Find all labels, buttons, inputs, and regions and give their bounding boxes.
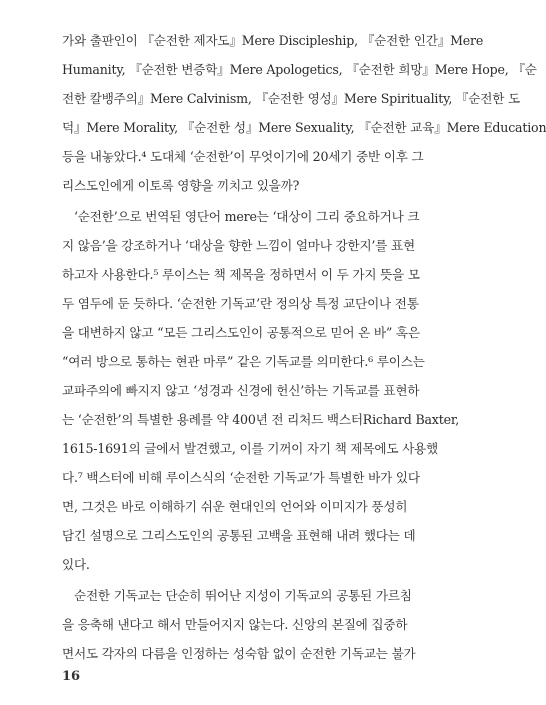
- text-line: 는 ‘순전한’의 특별한 용례를 약 400년 전 리처드 백스터Richard Baxter,: [62, 412, 460, 427]
- text-line: 지 않음’을 강조하거나 ‘대상을 향한 느낌이 얼마나 강한지’를 표현: [62, 238, 415, 253]
- text-line: 가와 출판인이 『순전한 제자도』Mere Discipleship, 『순전한 인간』Mere: [62, 33, 484, 48]
- text-line: 하고자 사용한다.⁵ 루이스는 책 제목을 정하면서 이 두 가지 뜻을 모: [62, 267, 420, 282]
- text-line: 리스도인에게 이토록 영향을 끼치고 있을까?: [62, 178, 300, 193]
- text-line: 등을 내놓았다.⁴ 도대체 ‘순전한’이 무엇이기에 20세기 중반 이후 그: [62, 149, 424, 164]
- text-line: 덕』Mere Morality, 『순전한 성』Mere Sexuality, 『순전한 교육』Mere Education: [62, 120, 546, 135]
- text-line: 담긴 설명으로 그리스도인의 공통된 고백을 표현해 내려 했다는 데: [62, 528, 416, 543]
- paragraph-first-line: ‘순전한’으로 번역된 영단어 mere는 ‘대상이 그리 중요하거나 크: [74, 209, 420, 224]
- text-line: 전한 칼뱅주의』Mere Calvinism, 『순전한 영성』Mere Spirituality, 『순전한 도: [62, 91, 520, 106]
- text-line: 있다.: [62, 557, 90, 572]
- text-line: 1615-1691의 글에서 발견했고, 이를 기꺼이 자기 책 제목에도 사용했: [62, 441, 438, 456]
- text-line: 두 염두에 둔 듯하다. ‘순전한 기독교’란 정의상 특정 교단이나 전통: [62, 296, 419, 311]
- text-line: 을 대변하지 않고 “모든 그리스도인이 공통적으로 믿어 온 바” 혹은: [62, 325, 420, 340]
- text-line: Humanity, 『순전한 변증학』Mere Apologetics, 『순전한 희망』Mere Hope, 『순: [62, 62, 537, 77]
- text-line: 을 응축해 낸다고 해서 만들어지지 않는다. 신앙의 본질에 집중하: [62, 617, 408, 632]
- text-line: 다.⁷ 백스터에 비해 루이스식의 ‘순전한 기독교’가 특별한 바가 있다: [62, 470, 420, 485]
- text-line: “여러 방으로 통하는 현관 마루” 같은 기독교를 의미한다.⁶ 루이스는: [62, 354, 425, 369]
- text-line: 면, 그것은 바로 이해하기 쉬운 현대인의 언어와 이미지가 풍성히: [62, 499, 408, 514]
- text-line: 교파주의에 빠지지 않고 ‘성경과 신경에 헌신’하는 기독교를 표현하: [62, 383, 420, 398]
- paragraph-first-line: 순전한 기독교는 단순히 뛰어난 지성이 기독교의 공통된 가르침: [74, 588, 412, 603]
- page-number: 16: [62, 669, 81, 684]
- text-line: 면서도 각자의 다름을 인정하는 성숙함 없이 순전한 기독교는 불가: [62, 646, 416, 661]
